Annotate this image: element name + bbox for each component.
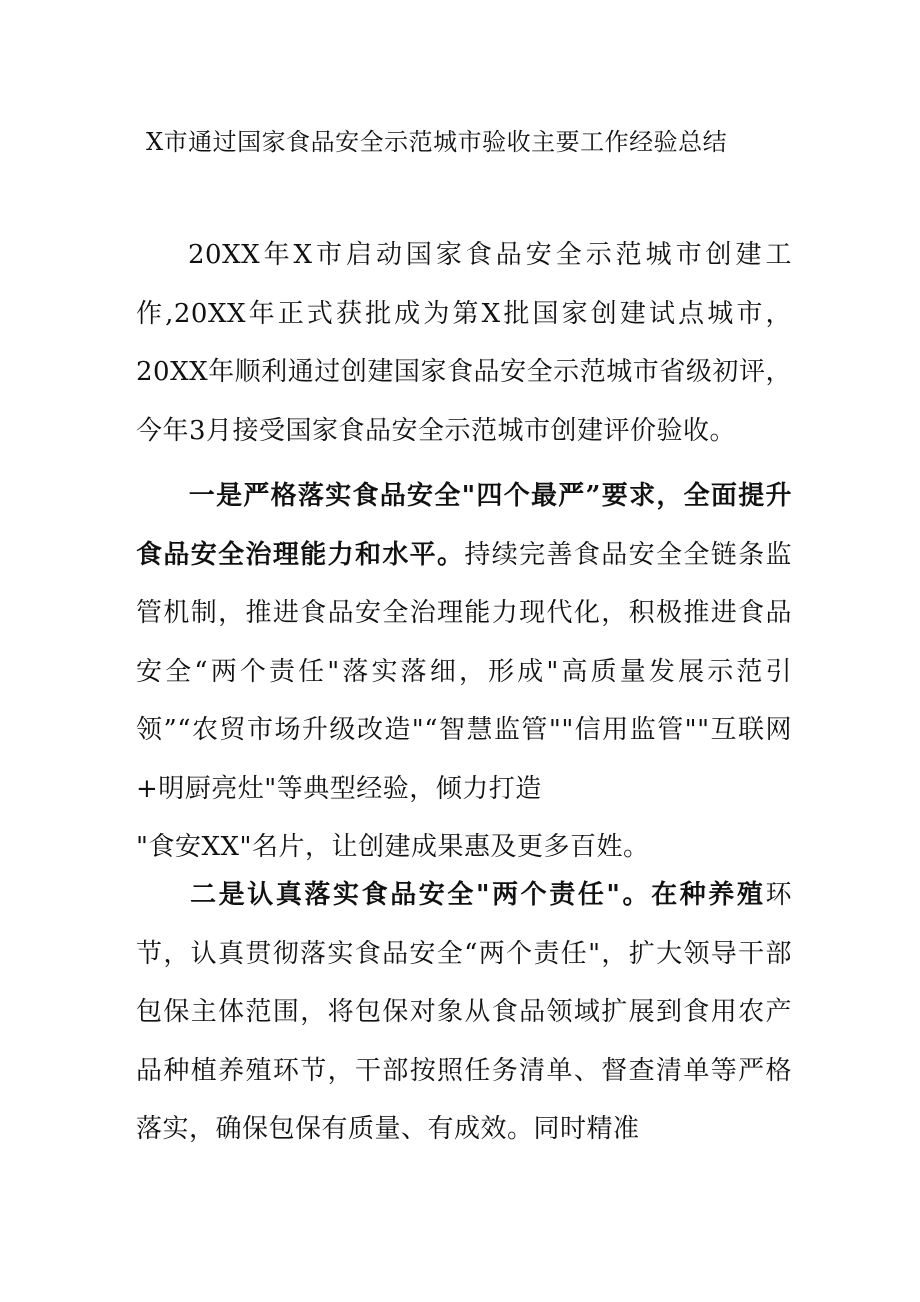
paragraph-intro-body: 20XX年X市启动国家食品安全示范城市创建工作,20XX年正式获批成为第X批国家创建试点城市，20XX年顺利通过创建国家食品安全示范城市省级初评，今年3月接受国家食品安全示范城市创建评价验收。 xyxy=(136,240,792,446)
document-title: X市通过国家食品安全示范城市验收主要工作经验总结 xyxy=(146,128,728,156)
paragraph-section-one xyxy=(136,467,792,818)
section-two-heading: 二是认真落实食品安全"两个责任"。在种养殖 xyxy=(188,880,766,910)
section-one-tail: "食安XX"名片，让创建成果惠及更多百姓。 xyxy=(136,832,650,862)
paragraph-intro xyxy=(136,226,792,460)
section-two-body: 环节，认真贯彻落实食品安全“两个责任"，扩大领导干部包保主体范围，将包保对象从食品领域扩展到食用农产品种植养殖环节，干部按照任务清单、督查清单等严格落实，确保包保有质量、有成效。同时精准 xyxy=(136,880,792,1144)
section-one-body: 持续完善食品安全全链条监管机制，推进食品安全治理能力现代化，积极推进食品安全“两个责任"落实落细，形成"高质量发展示范引领”“农贸市场升级改造"“智慧监管""信用监管""互联网+明厨亮灶"等典型经验，倾力打造 xyxy=(136,539,792,804)
section-one-heading: 一是严格落实食品安全"四个最严”要求，全面提升食品安全治理能力和水平。 xyxy=(136,481,792,570)
paragraph-section-two xyxy=(136,866,792,1159)
